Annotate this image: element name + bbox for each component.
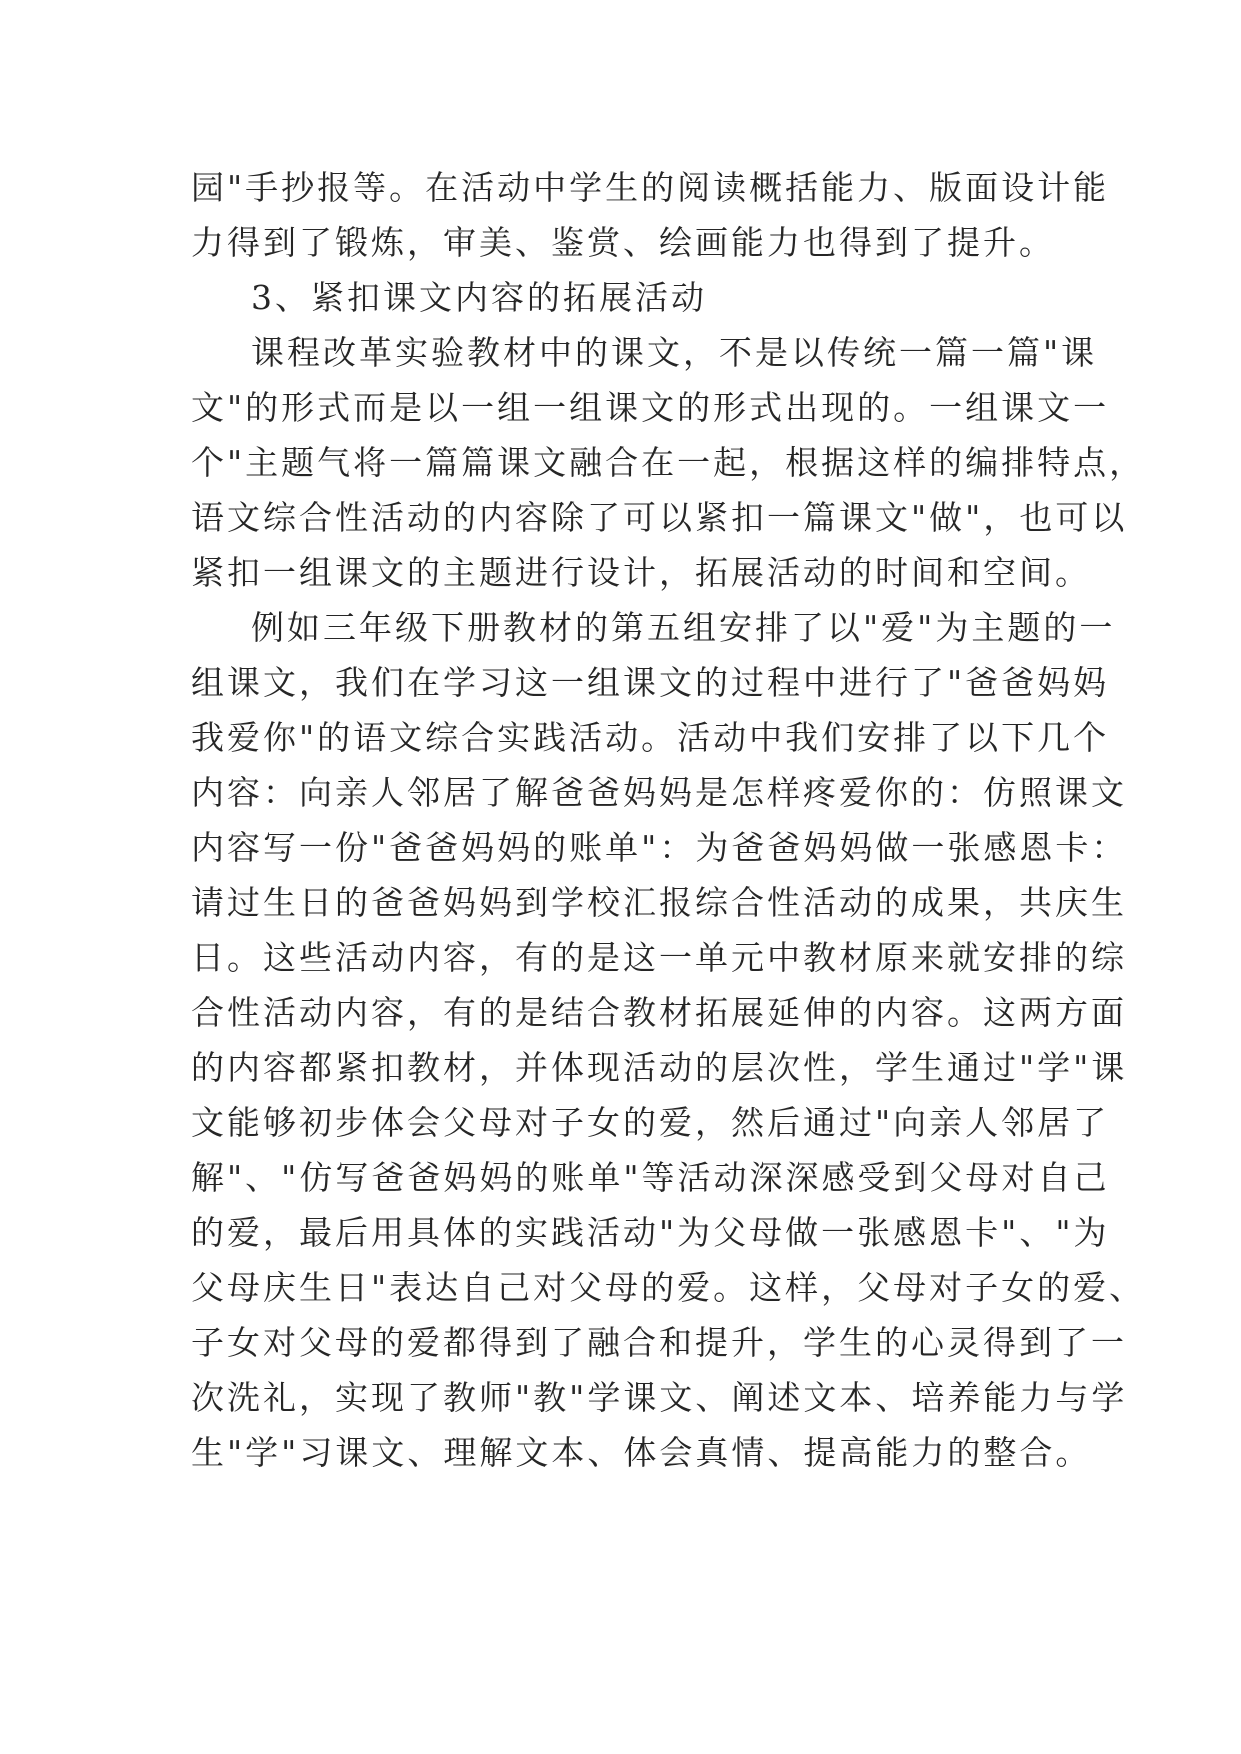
text-line: 次洗礼，实现了教师"教"学课文、阐述文本、培养能力与学 — [191, 1378, 1128, 1417]
body-text — [191, 160, 1146, 1480]
text-line: 个"主题气将一篇篇课文融合在一起，根据这样的编排特点， — [191, 443, 1146, 482]
text-line: 解"、"仿写爸爸妈妈的账单"等活动深深感受到父母对自己 — [191, 1158, 1110, 1197]
text-line: 日。这些活动内容，有的是这一单元中教材原来就安排的综 — [191, 938, 1127, 977]
section-heading: 3、紧扣课文内容的拓展活动 — [251, 278, 707, 317]
text-line: 紧扣一组课文的主题进行设计，拓展活动的时间和空间。 — [191, 553, 1091, 592]
text-line: 生"学"习课文、理解文本、体会真情、提高能力的整合。 — [191, 1433, 1092, 1472]
text-line: 内容：向亲人邻居了解爸爸妈妈是怎样疼爱你的：仿照课文 — [191, 773, 1127, 812]
text-line: 文能够初步体会父母对子女的爱，然后通过"向亲人邻居了 — [191, 1103, 1110, 1142]
text-line: 课程改革实验教材中的课文，不是以传统一篇一篇"课 — [251, 333, 1098, 372]
text-line: 合性活动内容，有的是结合教材拓展延伸的内容。这两方面 — [191, 993, 1127, 1032]
text-line: 例如三年级下册教材的第五组安排了以"爱"为主题的一 — [251, 608, 1116, 647]
text-line: 文"的形式而是以一组一组课文的形式出现的。一组课文一 — [191, 388, 1110, 427]
text-line: 园"手抄报等。在活动中学生的阅读概括能力、版面设计能 — [191, 168, 1110, 207]
text-line: 的内容都紧扣教材，并体现活动的层次性，学生通过"学"课 — [191, 1048, 1128, 1087]
text-line: 子女对父母的爱都得到了融合和提升，学生的心灵得到了一 — [191, 1323, 1127, 1362]
text-line: 内容写一份"爸爸妈妈的账单"：为爸爸妈妈做一张感恩卡： — [191, 828, 1128, 867]
text-line: 我爱你"的语文综合实践活动。活动中我们安排了以下几个 — [191, 718, 1110, 757]
text-line: 父母庆生日"表达自己对父母的爱。这样，父母对子女的爱、 — [191, 1268, 1146, 1307]
text-line: 语文综合性活动的内容除了可以紧扣一篇课文"做"，也可以 — [191, 498, 1128, 537]
text-line: 请过生日的爸爸妈妈到学校汇报综合性活动的成果，共庆生 — [191, 883, 1127, 922]
text-line: 组课文，我们在学习这一组课文的过程中进行了"爸爸妈妈 — [191, 663, 1110, 702]
text-line: 的爱，最后用具体的实践活动"为父母做一张感恩卡"、"为 — [191, 1213, 1110, 1252]
text-line: 力得到了锻炼，审美、鉴赏、绘画能力也得到了提升。 — [191, 223, 1055, 262]
